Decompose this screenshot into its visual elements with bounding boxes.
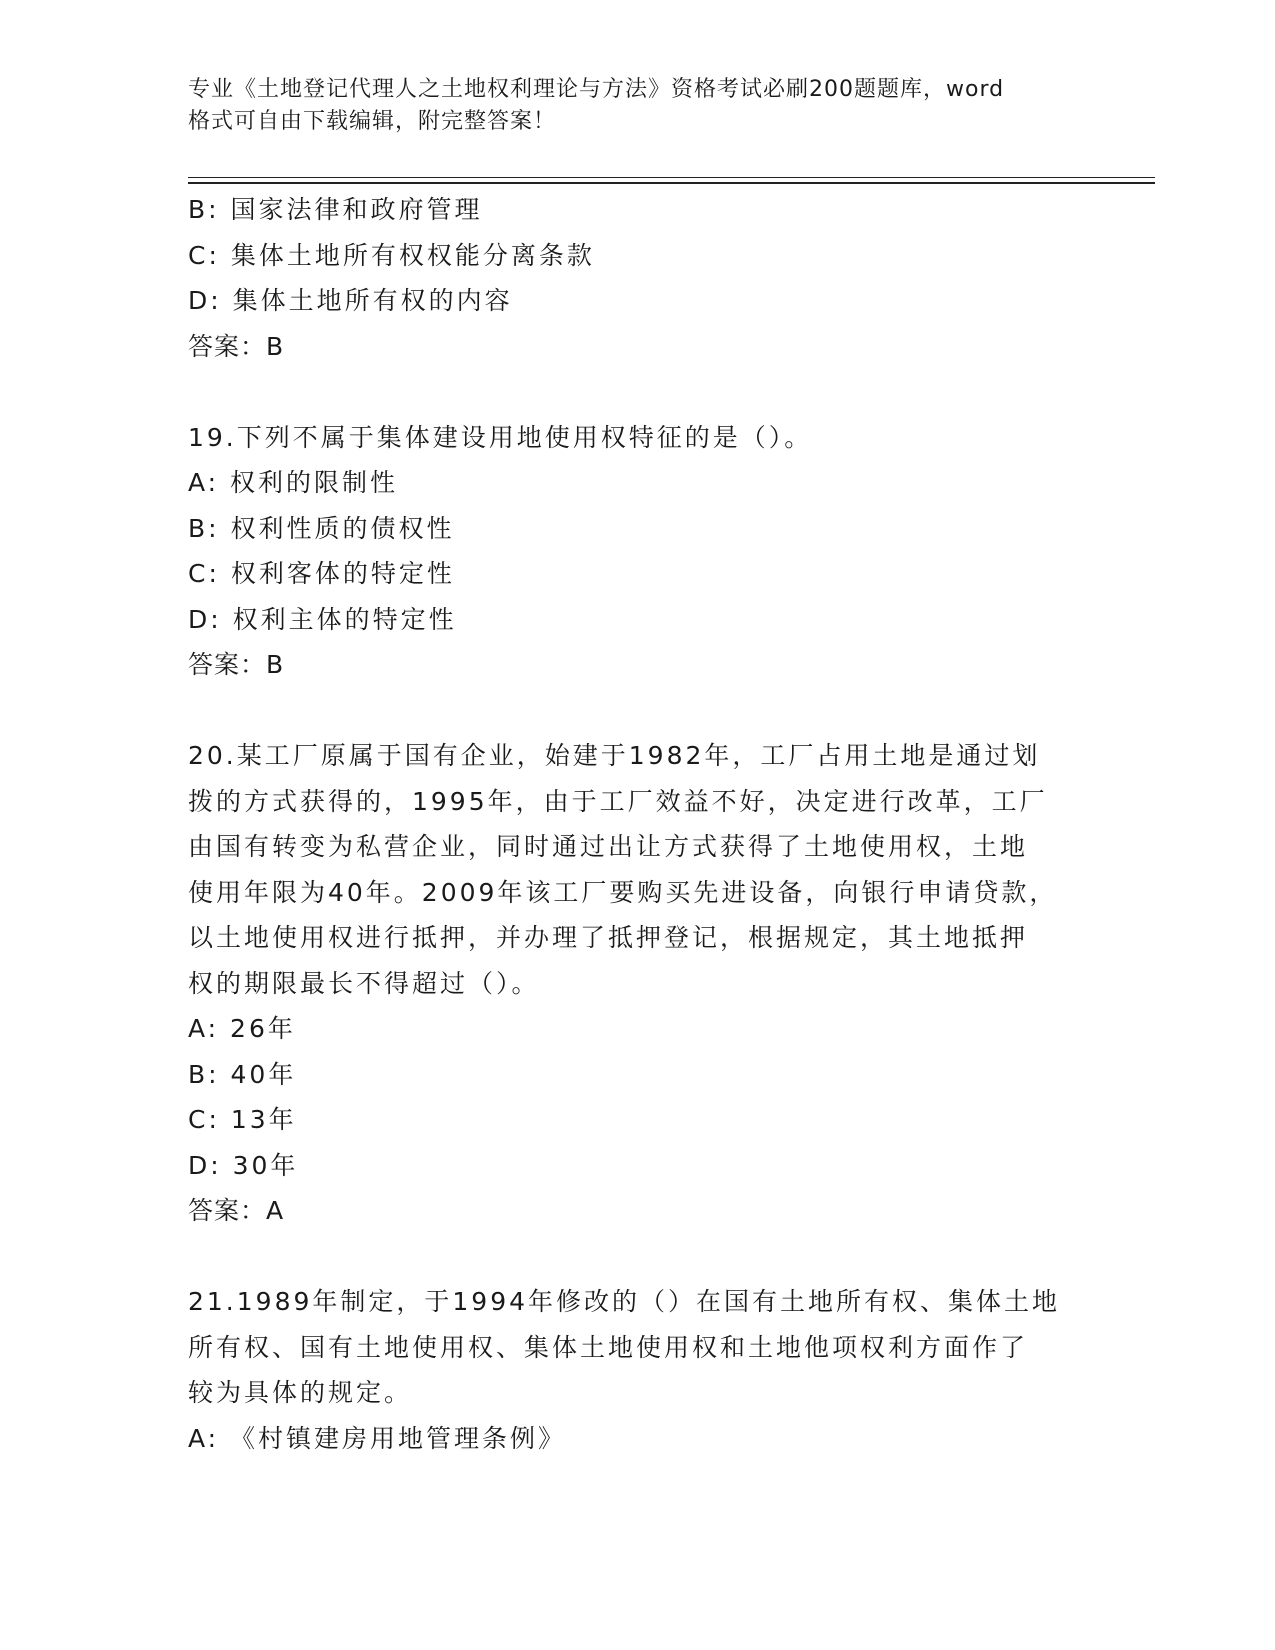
option-c: C: 集体土地所有权权能分离条款 (188, 240, 595, 270)
option-c: C: 权利客体的特定性 (188, 559, 455, 588)
question-text-line: 权的期限最长不得超过（）。 (188, 968, 540, 998)
option-b: B: 40年 (188, 1059, 297, 1089)
question-21 (188, 1279, 1068, 1461)
header-divider-thick (188, 182, 1155, 184)
question-text-line: 21.1989年制定，于1994年修改的（）在国有土地所有权、集体土地 (188, 1287, 1061, 1316)
option-b: B: 权利性质的债权性 (188, 513, 455, 543)
prev-question-block (188, 187, 1068, 369)
answer-line: 答案：A (188, 1196, 285, 1225)
question-text-line: 由国有转变为私营企业，同时通过出让方式获得了土地使用权，土地 (188, 832, 1029, 861)
question-text-line: 所有权、国有土地使用权、集体土地使用权和土地他项权利方面作了 (188, 1332, 1029, 1362)
question-19 (188, 415, 1068, 688)
question-text-line: 以土地使用权进行抵押，并办理了抵押登记，根据规定，其土地抵押 (188, 923, 1029, 952)
header-divider-thin (188, 177, 1155, 178)
question-20 (188, 733, 1068, 1234)
spacer (188, 688, 1068, 734)
option-d: D: 集体土地所有权的内容 (188, 286, 513, 315)
option-a: A: 权利的限制性 (188, 468, 399, 497)
answer-line: 答案：B (188, 331, 285, 361)
option-d: D: 权利主体的特定性 (188, 604, 457, 634)
spacer (188, 1234, 1068, 1280)
header-line-2: 格式可自由下载编辑，附完整答案！ (188, 109, 557, 134)
answer-line: 答案：B (188, 650, 285, 679)
option-a: A: 26年 (188, 1014, 296, 1043)
header-line-1: 专业《土地登记代理人之土地权利理论与方法》资格考试必刷200题题库，word (188, 77, 1005, 102)
document-header (188, 74, 1068, 138)
question-text-line: 较为具体的规定。 (188, 1378, 413, 1407)
option-c: C: 13年 (188, 1105, 297, 1134)
question-content (188, 187, 1068, 1461)
question-text-line: 拨的方式获得的，1995年，由于工厂效益不好，决定进行改革，工厂 (188, 786, 1048, 816)
spacer (188, 369, 1068, 415)
question-text-line: 使用年限为40年。2009年该工厂要购买先进设备，向银行申请贷款， (188, 877, 1058, 907)
option-b: B: 国家法律和政府管理 (188, 195, 483, 224)
question-text-line: 20.某工厂原属于国有企业，始建于1982年，工厂占用土地是通过划 (188, 741, 1041, 770)
question-text: 19.下列不属于集体建设用地使用权特征的是（）。 (188, 422, 813, 452)
option-d: D: 30年 (188, 1150, 299, 1180)
option-a: A: 《村镇建房用地管理条例》 (188, 1423, 567, 1453)
